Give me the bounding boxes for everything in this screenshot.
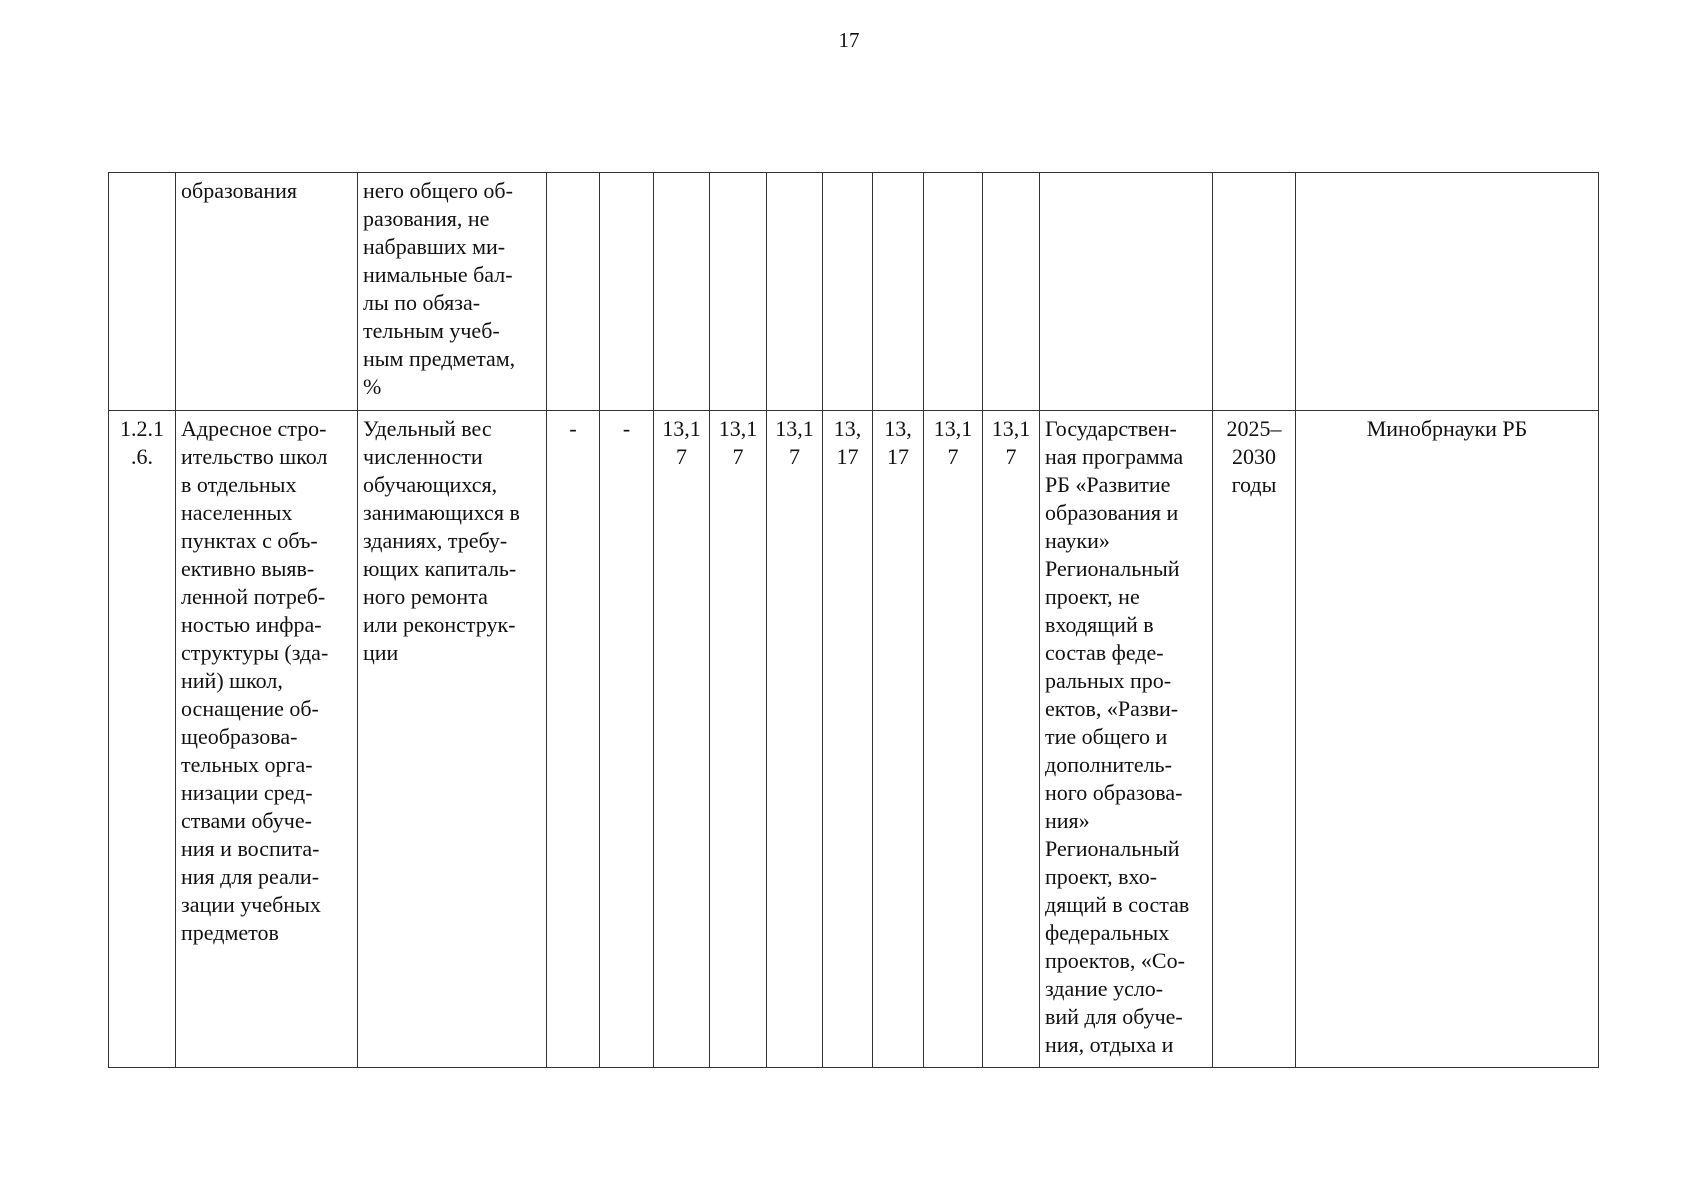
- cell-value: -: [600, 411, 654, 1068]
- cell-value: [823, 173, 873, 411]
- cell-indicator: Удельный вес численности обучающихся, занимающихся в зданиях, требу- ющих капиталь- ного ремонта или реконструк- ции: [358, 411, 547, 1068]
- cell-value: [710, 173, 767, 411]
- cell-responsible: Минобрнауки РБ: [1296, 411, 1599, 1068]
- cell-value: 13,1 7: [654, 411, 710, 1068]
- cell-value: 13,1 7: [767, 411, 823, 1068]
- cell-number: [109, 173, 176, 411]
- cell-number: 1.2.1 .6.: [109, 411, 176, 1068]
- cell-value: -: [547, 411, 600, 1068]
- cell-indicator: него общего об- разования, не набравших ми- нимальные бал- лы по обяза- тельным учеб- ным предметам, %: [358, 173, 547, 411]
- cell-value: [654, 173, 710, 411]
- cell-value: [983, 173, 1040, 411]
- cell-event-name: Адресное стро- ительство школ в отдельных населенных пунктах с объ- ективно выяв- ленной потреб- ностью инфра- структуры (зда- ний) школ, оснащение об- щеобразова- тельных орга- низации сред- ствами обуче- ния и воспита- ния для реали- зации учебных предметов: [176, 411, 358, 1068]
- page-number: 17: [838, 28, 860, 52]
- cell-value: 13,1 7: [924, 411, 983, 1068]
- cell-period: 2025– 2030 годы: [1213, 411, 1296, 1068]
- cell-source: [1040, 173, 1213, 411]
- cell-value: [600, 173, 654, 411]
- cell-value: [767, 173, 823, 411]
- table-row: [109, 411, 1599, 1068]
- cell-period: [1213, 173, 1296, 411]
- cell-value: 13, 17: [823, 411, 873, 1068]
- cell-event-name: образования: [176, 173, 358, 411]
- cell-value: [547, 173, 600, 411]
- cell-value: [873, 173, 924, 411]
- table-row: [109, 173, 1599, 411]
- program-table: [108, 172, 1599, 1068]
- cell-value: 13, 17: [873, 411, 924, 1068]
- cell-source: Государствен- ная программа РБ «Развитие образования и науки» Региональный проект, не входящий в состав феде- ральных про- ектов, «Разви- тие общего и дополнитель- ного образова- ния» Региональный проект, вхо- дящий в состав федеральных проектов, «Со- здание усло- вий для обуче- ния, отдыха и: [1040, 411, 1213, 1068]
- cell-value: 13,1 7: [983, 411, 1040, 1068]
- cell-value: 13,1 7: [710, 411, 767, 1068]
- cell-responsible: [1296, 173, 1599, 411]
- cell-value: [924, 173, 983, 411]
